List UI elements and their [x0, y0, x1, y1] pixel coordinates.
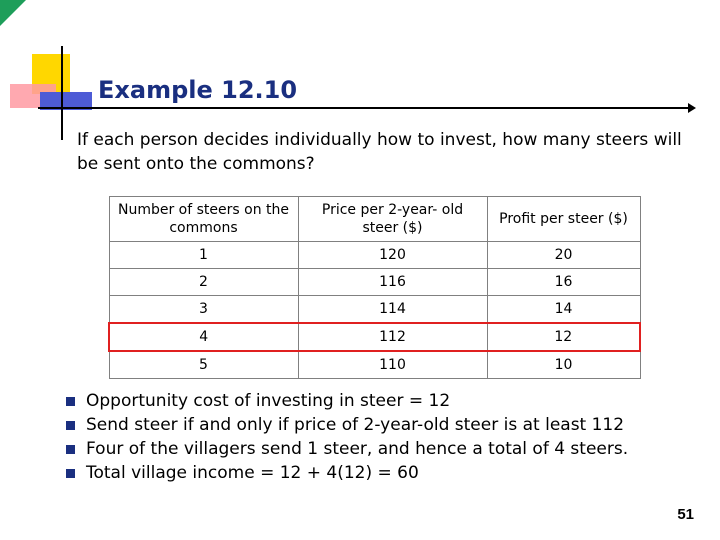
- cell-profit: 12: [487, 323, 640, 351]
- cell-profit: 20: [487, 242, 640, 269]
- cell-steers: 3: [109, 296, 298, 324]
- cell-price: 114: [298, 296, 487, 324]
- bullet-square-icon: [66, 445, 75, 454]
- page-number: 51: [677, 506, 694, 523]
- table-row: [109, 296, 640, 324]
- bullet-text: Four of the villagers send 1 steer, and hence a total of 4 steers.: [86, 439, 629, 459]
- header-profit-per-steer: Profit per steer ($): [487, 197, 640, 242]
- cell-price: 116: [298, 269, 487, 296]
- bullet-text: Send steer if and only if price of 2-year-old steer is at least 112: [86, 415, 625, 435]
- cell-price: 120: [298, 242, 487, 269]
- bullet-text: Opportunity cost of investing in steer = 12: [86, 391, 451, 411]
- cell-steers: 2: [109, 269, 298, 296]
- table-row: [109, 351, 640, 379]
- corner-triangle-decoration: [0, 0, 30, 30]
- title-underline: [38, 107, 692, 109]
- title-underline-arrowhead: [688, 103, 696, 113]
- cell-steers: 4: [109, 323, 298, 351]
- cell-price: 112: [298, 323, 487, 351]
- table-row-highlighted: [109, 323, 640, 351]
- cell-price: 110: [298, 351, 487, 379]
- list-item: [66, 437, 628, 461]
- list-item: [66, 461, 628, 485]
- bullet-square-icon: [66, 469, 75, 478]
- conclusion-list: [66, 389, 628, 485]
- list-item: [66, 389, 628, 413]
- list-item: [66, 413, 628, 437]
- steers-table: [108, 196, 641, 379]
- table-row: [109, 242, 640, 269]
- cell-steers: 1: [109, 242, 298, 269]
- header-number-of-steers: Number of steers on the commons: [109, 197, 298, 242]
- bullet-square-icon: [66, 397, 75, 406]
- question-text: If each person decides individually how to invest, how many steers will be sent onto the commons?: [77, 130, 682, 174]
- cell-steers: 5: [109, 351, 298, 379]
- bullet-square-icon: [66, 421, 75, 430]
- table-row: [109, 269, 640, 296]
- cell-profit: 16: [487, 269, 640, 296]
- bullet-text: Total village income = 12 + 4(12) = 60: [86, 463, 419, 483]
- slide-title: Example 12.10: [98, 76, 298, 104]
- cell-profit: 14: [487, 296, 640, 324]
- cell-profit: 10: [487, 351, 640, 379]
- decor-vertical-line: [61, 46, 63, 140]
- header-price-per-steer: Price per 2-year- old steer ($): [298, 197, 487, 242]
- table-header-row: [109, 197, 640, 242]
